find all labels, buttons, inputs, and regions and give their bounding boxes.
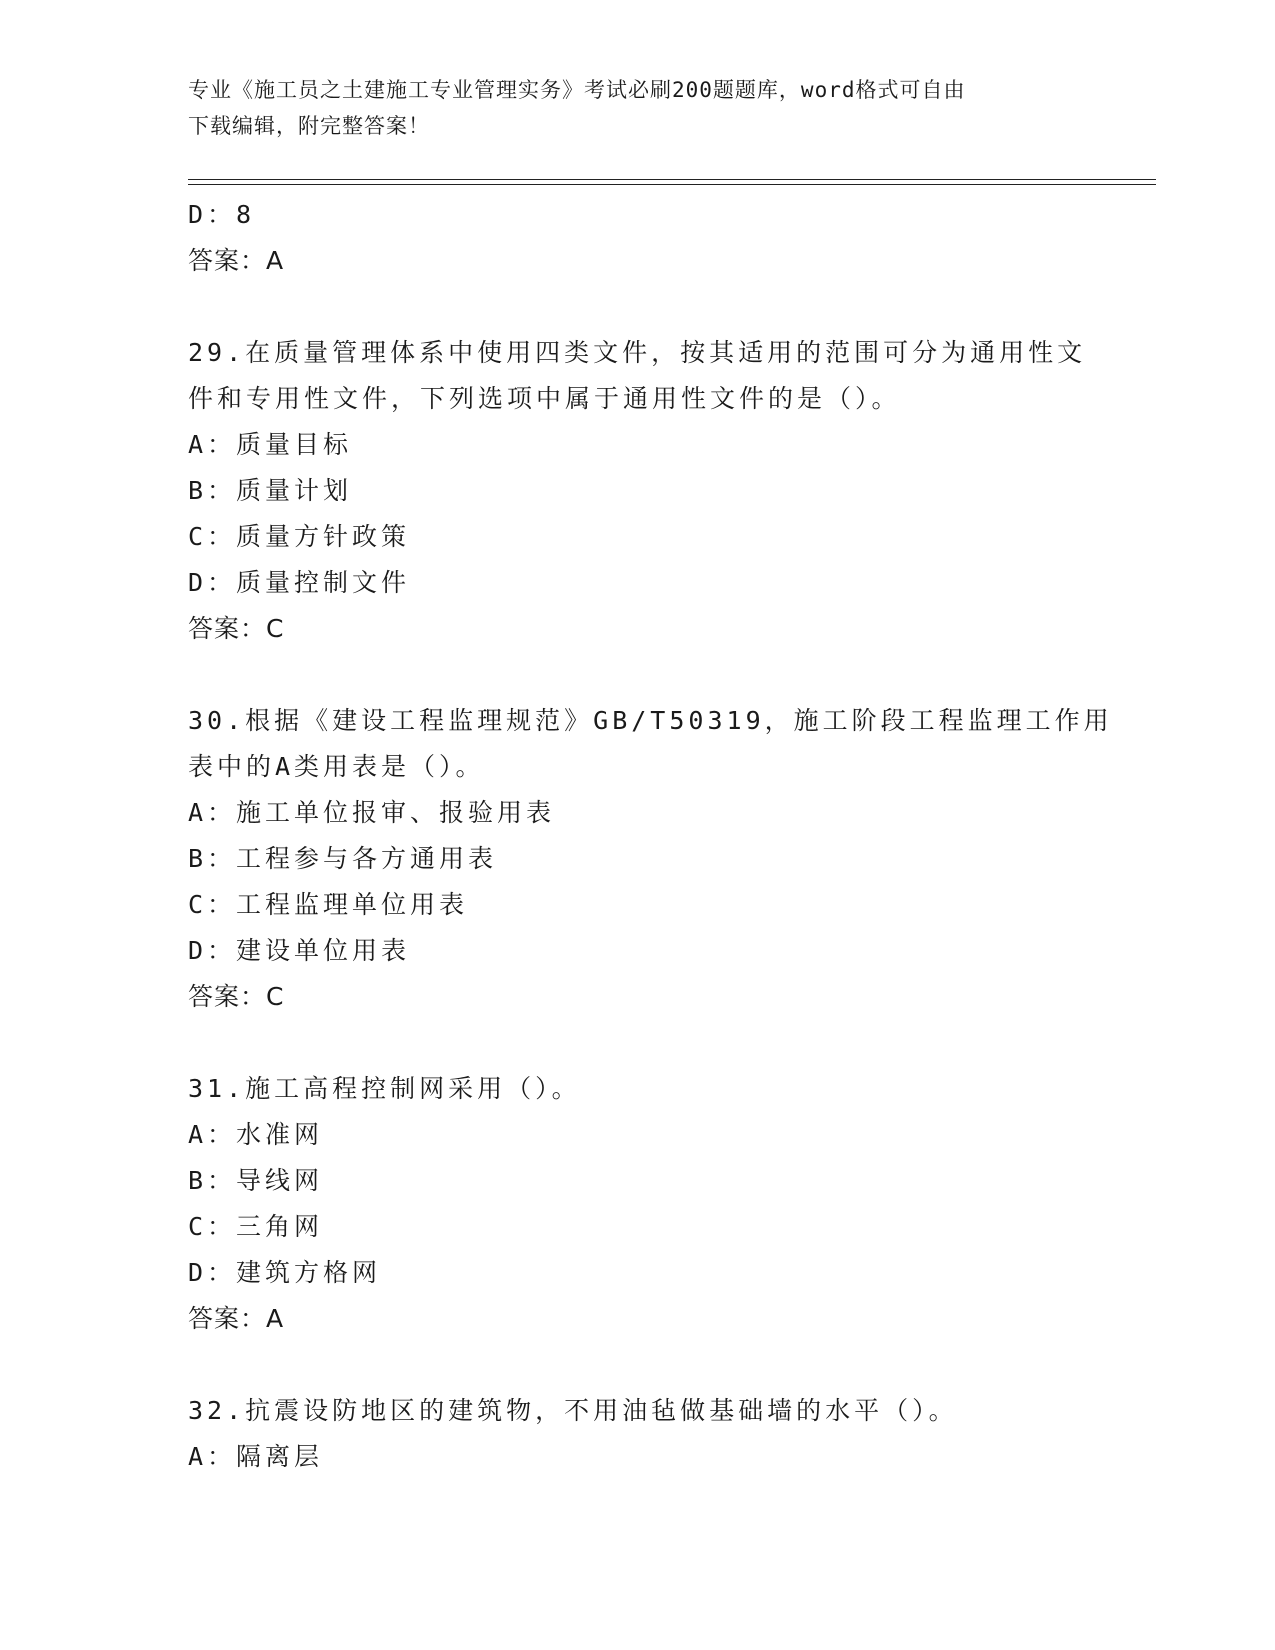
answer-line: 答案：C bbox=[188, 982, 285, 1011]
question-block-31 bbox=[188, 1066, 1088, 1342]
question-block-28-tail bbox=[188, 192, 1088, 284]
question-stem-cont: 表中的A类用表是（）。 bbox=[188, 752, 485, 781]
option-a: A：施工单位报审、报验用表 bbox=[188, 798, 556, 827]
option-b: B：导线网 bbox=[188, 1166, 324, 1195]
option-c: C：工程监理单位用表 bbox=[188, 890, 469, 919]
option-b: B：质量计划 bbox=[188, 476, 353, 505]
question-stem: 29.在质量管理体系中使用四类文件，按其适用的范围可分为通用性文 bbox=[188, 338, 1087, 367]
option-d: D：8 bbox=[188, 200, 256, 229]
answer-line: 答案：A bbox=[188, 1304, 285, 1333]
header-divider-top bbox=[188, 179, 1156, 180]
option-b: B：工程参与各方通用表 bbox=[188, 844, 498, 873]
option-a: A：质量目标 bbox=[188, 430, 353, 459]
document-header bbox=[188, 72, 1068, 144]
header-line-2: 下载编辑，附完整答案！ bbox=[188, 114, 430, 138]
question-stem: 30.根据《建设工程监理规范》GB/T50319，施工阶段工程监理工作用 bbox=[188, 706, 1113, 735]
option-a: A：水准网 bbox=[188, 1120, 324, 1149]
option-d: D：建筑方格网 bbox=[188, 1258, 382, 1287]
question-block-30 bbox=[188, 698, 1113, 1020]
option-a: A：隔离层 bbox=[188, 1442, 324, 1471]
question-stem: 31.施工高程控制网采用（）。 bbox=[188, 1074, 581, 1103]
option-d: D：建设单位用表 bbox=[188, 936, 411, 965]
question-block-32 bbox=[188, 1388, 1088, 1480]
question-stem-cont: 件和专用性文件，下列选项中属于通用性文件的是（）。 bbox=[188, 384, 901, 413]
option-c: C：质量方针政策 bbox=[188, 522, 411, 551]
document-body bbox=[188, 192, 1113, 1480]
header-line-1: 专业《施工员之土建施工专业管理实务》考试必刷200题题库，word格式可自由 bbox=[188, 78, 966, 102]
option-c: C：三角网 bbox=[188, 1212, 324, 1241]
question-stem: 32.抗震设防地区的建筑物，不用油毡做基础墙的水平（）。 bbox=[188, 1396, 958, 1425]
question-block-29 bbox=[188, 330, 1088, 652]
header-divider-bottom bbox=[188, 184, 1156, 185]
answer-line: 答案：C bbox=[188, 614, 285, 643]
answer-line: 答案：A bbox=[188, 246, 285, 275]
option-d: D：质量控制文件 bbox=[188, 568, 411, 597]
